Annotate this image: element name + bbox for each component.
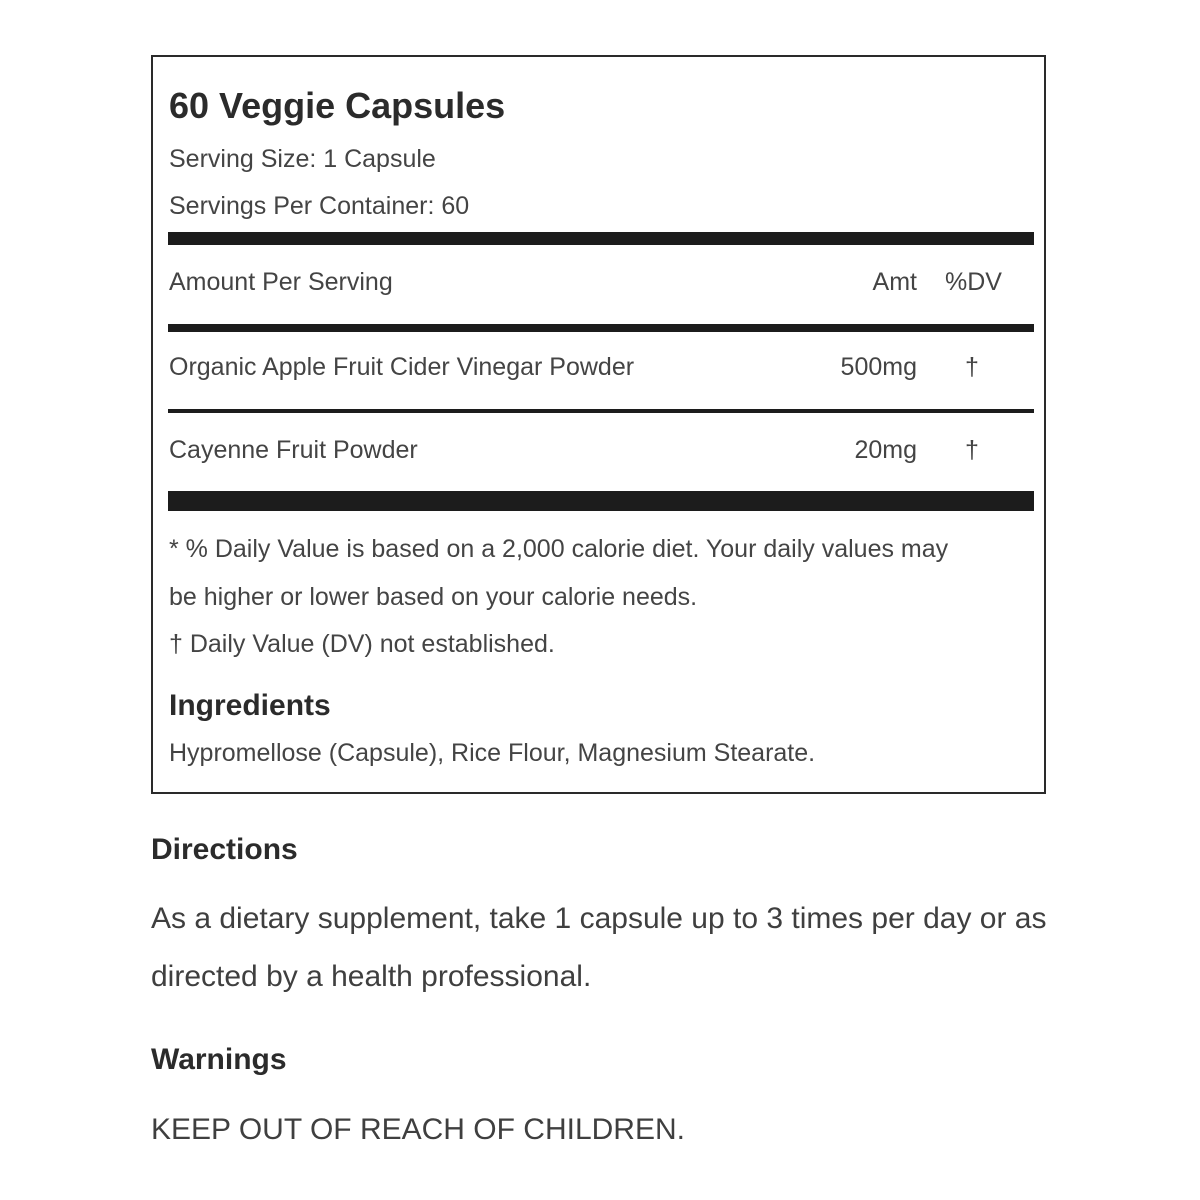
- thick-divider: [168, 491, 1034, 511]
- directions-heading: Directions: [151, 833, 298, 866]
- ingredient-row-dv: †: [965, 353, 979, 381]
- ingredient-row-amount: 500mg: [840, 353, 917, 381]
- servings-per-container: Servings Per Container: 60: [169, 192, 470, 220]
- warnings-text: KEEP OUT OF REACH OF CHILDREN.: [151, 1113, 685, 1146]
- thin-divider: [168, 409, 1034, 413]
- serving-size: Serving Size: 1 Capsule: [169, 145, 436, 173]
- ingredients-heading: Ingredients: [169, 689, 331, 722]
- thick-divider: [168, 232, 1034, 245]
- daily-value-footnote-continued: be higher or lower based on your calorie needs.: [169, 583, 698, 611]
- directions-text: As a dietary supplement, take 1 capsule up to 3 times per day or as directed by a health professional.: [151, 902, 1047, 993]
- daily-value-footnote: * % Daily Value is based on a 2,000 calorie diet. Your daily values may: [169, 535, 949, 563]
- warnings-heading: Warnings: [151, 1043, 287, 1076]
- supplement-facts-panel: [151, 55, 1046, 794]
- dv-column-header: %DV: [945, 268, 1002, 296]
- ingredient-row-name: Organic Apple Fruit Cider Vinegar Powder: [169, 353, 635, 381]
- medium-divider: [168, 324, 1034, 332]
- ingredient-row-amount: 20mg: [854, 436, 917, 464]
- amount-per-serving-header: Amount Per Serving: [169, 268, 393, 296]
- amt-column-header: Amt: [872, 268, 917, 296]
- ingredient-row-dv: †: [965, 436, 979, 464]
- dv-not-established-note: † Daily Value (DV) not established.: [169, 630, 555, 658]
- ingredient-row-name: Cayenne Fruit Powder: [169, 436, 418, 464]
- product-title: 60 Veggie Capsules: [169, 85, 506, 126]
- ingredients-text: Hypromellose (Capsule), Rice Flour, Magnesium Stearate.: [169, 739, 816, 767]
